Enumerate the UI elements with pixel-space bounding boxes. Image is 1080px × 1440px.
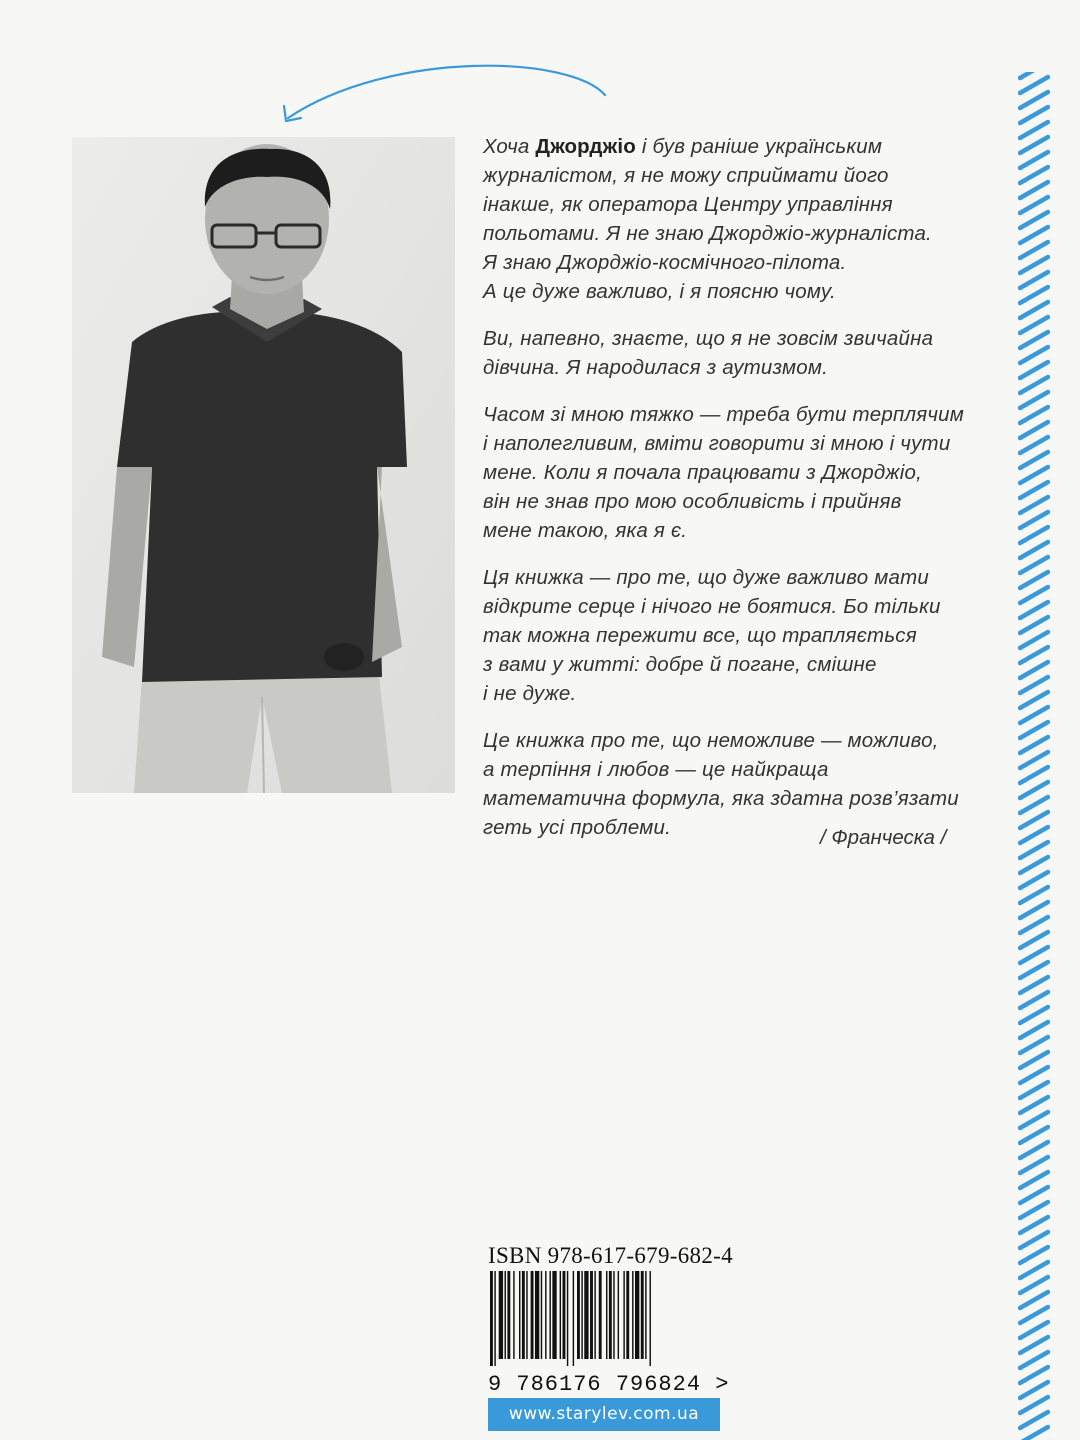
hatch-line	[1020, 767, 1048, 783]
hatch-line	[1020, 977, 1048, 993]
hatch-line	[1020, 92, 1048, 108]
text-fragment: і був раніше українським	[635, 135, 883, 158]
hatch-line	[1020, 452, 1048, 468]
hatch-line	[1020, 1052, 1048, 1068]
hatch-line	[1020, 917, 1048, 933]
text-line	[483, 726, 983, 755]
barcode-bar	[590, 1271, 593, 1359]
barcode-bar	[519, 1271, 520, 1359]
hatch-line	[1020, 677, 1048, 693]
hatch-line	[1020, 137, 1048, 153]
hatch-line	[1020, 332, 1048, 348]
barcode-bar	[626, 1271, 629, 1359]
hatch-line	[1020, 872, 1048, 888]
text-line	[483, 353, 983, 382]
hatch-line	[1020, 1142, 1048, 1158]
barcode-bar	[545, 1271, 546, 1359]
hatch-line	[1020, 1337, 1048, 1353]
hatch-line	[1020, 1217, 1048, 1233]
hatch-line	[1020, 1367, 1048, 1383]
text-fragment: Часом зі мною тяжко — треба бути терплячим	[483, 403, 965, 426]
hatch-line	[1020, 1427, 1048, 1440]
barcode-bar	[632, 1271, 633, 1359]
hatch-line	[1020, 647, 1048, 663]
hatch-line	[1020, 662, 1048, 678]
text-line	[483, 650, 983, 679]
hatch-line	[1020, 1067, 1048, 1083]
hatch-line	[1020, 317, 1048, 333]
barcode-digits: 9 786176 796824 >	[488, 1372, 730, 1397]
barcode-bar	[613, 1271, 614, 1359]
text-fragment: математична формула, яка здатна розв’язати	[483, 787, 959, 810]
text-line	[483, 592, 983, 621]
barcode-bar	[606, 1271, 607, 1359]
text-fragment: інакше, як оператора Центру управління	[483, 193, 893, 216]
hatch-line	[1020, 1037, 1048, 1053]
paragraph	[483, 132, 983, 306]
barcode-bar	[623, 1271, 624, 1359]
barcode-bar	[645, 1271, 646, 1359]
hatch-line	[1020, 947, 1048, 963]
text-fragment: і не дуже.	[483, 682, 577, 705]
hatch-line	[1020, 632, 1048, 648]
barcode-bar	[618, 1271, 619, 1359]
hatch-line	[1020, 152, 1048, 168]
hatch-line	[1020, 77, 1048, 93]
barcode-bar	[577, 1271, 580, 1359]
barcode-bar	[499, 1271, 503, 1359]
text-line	[483, 487, 983, 516]
barcode-bar	[635, 1271, 639, 1359]
barcode-bar	[507, 1271, 510, 1359]
barcode-bar	[641, 1271, 644, 1359]
hatch-line	[1020, 392, 1048, 408]
paragraph	[483, 563, 983, 708]
text-line	[483, 324, 983, 353]
barcode-bar	[535, 1271, 539, 1359]
barcode-bar	[599, 1271, 602, 1359]
hatch-line	[1020, 1277, 1048, 1293]
text-fragment: мене такою, яка я є.	[483, 519, 688, 542]
text-line	[483, 784, 983, 813]
barcode-bar	[513, 1271, 514, 1359]
text-line	[483, 277, 983, 306]
paragraph	[483, 726, 983, 842]
hatch-line	[1020, 347, 1048, 363]
hatch-line	[1020, 182, 1048, 198]
barcode-bar	[567, 1271, 568, 1366]
hatch-line	[1020, 857, 1048, 873]
barcode-bar	[584, 1271, 588, 1359]
hatch-line	[1020, 1082, 1048, 1098]
hatch-line	[1020, 707, 1048, 723]
barcode-bar	[609, 1271, 612, 1359]
hatch-line	[1020, 167, 1048, 183]
hatch-line	[1020, 1247, 1048, 1263]
text-fragment: дівчина. Я народилася з аутизмом.	[483, 356, 829, 379]
hatch-line	[1020, 962, 1048, 978]
paragraph	[483, 324, 983, 382]
hatch-line	[1020, 557, 1048, 573]
text-fragment: Я знаю Джорджіо-космічного-пілота.	[483, 251, 847, 274]
hatch-line	[1020, 1127, 1048, 1143]
hatch-line	[1020, 1112, 1048, 1128]
hatch-line	[1020, 1202, 1048, 1218]
text-line	[483, 563, 983, 592]
hatch-line	[1020, 1022, 1048, 1038]
hatch-line	[1020, 1007, 1048, 1023]
hatch-line	[1020, 887, 1048, 903]
author-photo	[72, 137, 455, 793]
text-fragment: мене. Коли я почала працювати з Джорджіо,	[483, 461, 922, 484]
hatch-line	[1020, 932, 1048, 948]
text-line	[483, 132, 983, 161]
hatch-line	[1020, 287, 1048, 303]
hatch-line	[1020, 107, 1048, 123]
text-fragment: журналістом, я не можу сприймати його	[483, 164, 889, 187]
hatch-line	[1020, 827, 1048, 843]
text-fragment: а терпіння і любов — це найкраща	[483, 758, 829, 781]
barcode-bar	[531, 1271, 534, 1359]
text-fragment: і наполегливим, вміти говорити зі мною і чути	[483, 432, 951, 455]
hatch-line	[1020, 1187, 1048, 1203]
barcode-bar	[549, 1271, 550, 1359]
barcode-bar	[581, 1271, 582, 1359]
hatch-line	[1020, 992, 1048, 1008]
hatch-line	[1020, 602, 1048, 618]
hatch-line	[1020, 497, 1048, 513]
text-line	[483, 679, 983, 708]
hatch-line	[1020, 482, 1048, 498]
hatch-line	[1020, 812, 1048, 828]
text-line	[483, 400, 983, 429]
barcode-bar	[573, 1271, 574, 1366]
hatch-line	[1020, 407, 1048, 423]
hatched-stripe-decoration	[1018, 72, 1050, 1440]
hatch-line	[1020, 1412, 1048, 1428]
hatch-line	[1020, 1322, 1048, 1338]
hatch-line	[1020, 437, 1048, 453]
barcode-bar	[522, 1271, 525, 1359]
hatch-line	[1020, 1397, 1048, 1413]
text-line	[483, 429, 983, 458]
barcode	[488, 1271, 718, 1366]
hatch-line	[1020, 617, 1048, 633]
barcode-bar	[560, 1271, 561, 1359]
barcode-bar	[490, 1271, 493, 1366]
text-fragment: так можна пережити все, що трапляється	[483, 624, 917, 647]
publisher-website-link[interactable]: www.starylev.com.ua	[488, 1398, 720, 1431]
hatch-line	[1020, 737, 1048, 753]
text-fragment: Ви, напевно, знаєте, що я не зовсім звичайна	[483, 327, 934, 350]
hatch-line	[1020, 1352, 1048, 1368]
hatch-line	[1020, 1157, 1048, 1173]
hatch-line	[1020, 467, 1048, 483]
hatch-line	[1020, 752, 1048, 768]
hatch-line	[1020, 422, 1048, 438]
text-line	[483, 516, 983, 545]
text-line	[483, 248, 983, 277]
hatch-line	[1020, 542, 1048, 558]
hatch-line	[1020, 197, 1048, 213]
text-fragment: польотами. Я не знаю Джорджіо-журналіста.	[483, 222, 932, 245]
text-fragment: з вами у житті: добре й погане, смішне	[483, 653, 877, 676]
text-line	[483, 219, 983, 248]
text-line	[483, 161, 983, 190]
isbn-number: ISBN 978-617-679-682-4	[488, 1243, 733, 1268]
blurb-text	[483, 132, 983, 860]
text-fragment: Ця книжка — про те, що дуже важливо мати	[483, 566, 929, 589]
text-fragment: відкрите серце і нічого не боятися. Бо тільки	[483, 595, 941, 618]
hatch-line	[1020, 212, 1048, 228]
hatch-line	[1020, 377, 1048, 393]
hatch-line	[1020, 272, 1048, 288]
text-line	[483, 755, 983, 784]
text-fragment: Хоча	[483, 135, 536, 158]
hatch-line	[1020, 1232, 1048, 1248]
hatch-line	[1020, 227, 1048, 243]
name-highlight: Джорджіо	[535, 135, 636, 158]
hatch-line	[1020, 1382, 1048, 1398]
barcode-bar	[594, 1271, 595, 1359]
hatch-line	[1020, 692, 1048, 708]
hatch-line	[1020, 1172, 1048, 1188]
barcode-bar	[505, 1271, 506, 1359]
hatch-line	[1020, 527, 1048, 543]
paragraph	[483, 400, 983, 545]
hatch-line	[1020, 782, 1048, 798]
barcode-bar	[650, 1271, 651, 1366]
hatch-line	[1020, 257, 1048, 273]
hatch-line	[1020, 797, 1048, 813]
barcode-bar	[563, 1271, 566, 1359]
hatch-line	[1020, 572, 1048, 588]
hatch-line	[1020, 1307, 1048, 1323]
text-fragment: А це дуже важливо, і я поясню чому.	[483, 280, 836, 303]
hatch-line	[1020, 1262, 1048, 1278]
curved-arrow-icon	[270, 60, 620, 140]
barcode-bar	[526, 1271, 527, 1359]
hatch-line	[1020, 302, 1048, 318]
hatch-line	[1020, 902, 1048, 918]
text-line	[483, 190, 983, 219]
barcode-bar	[541, 1271, 542, 1359]
hatch-line	[1020, 587, 1048, 603]
hatch-line	[1020, 1097, 1048, 1113]
signature: / Франческа /	[820, 826, 947, 849]
text-fragment: Це книжка про те, що неможливе — можливо,	[483, 729, 939, 752]
hatch-line	[1020, 122, 1048, 138]
hatch-line	[1020, 722, 1048, 738]
barcode-bar	[494, 1271, 495, 1366]
hatch-line	[1020, 362, 1048, 378]
hatch-line	[1020, 512, 1048, 528]
text-line	[483, 621, 983, 650]
hatch-line	[1020, 242, 1048, 258]
text-fragment: геть усі проблеми.	[483, 816, 671, 839]
barcode-bar	[552, 1271, 556, 1359]
hatch-line	[1020, 842, 1048, 858]
text-fragment: він не знав про мою особливість і прийняв	[483, 490, 902, 513]
text-line	[483, 458, 983, 487]
hatch-line	[1020, 1292, 1048, 1308]
